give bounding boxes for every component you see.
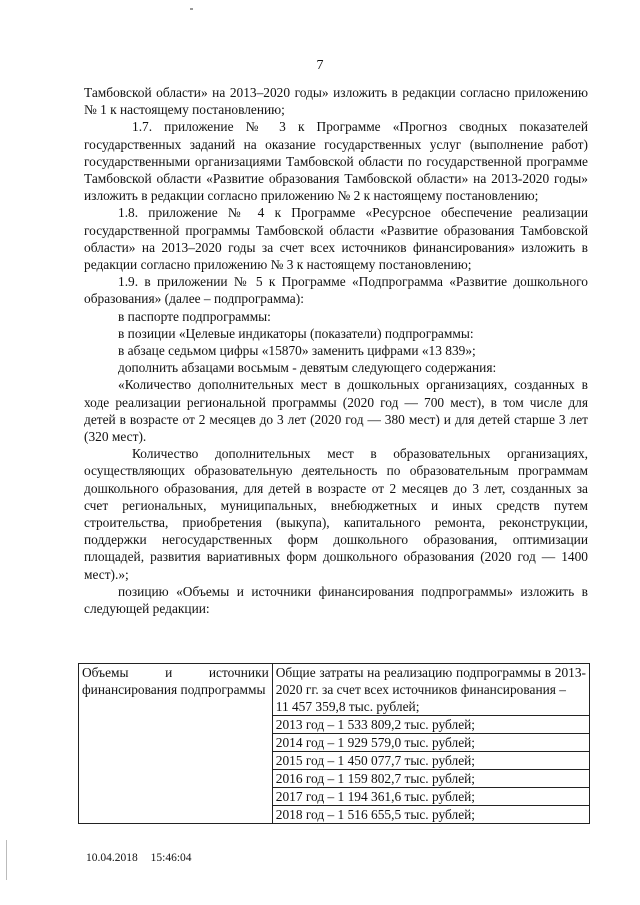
footer-date: 10.04.2018 [86, 852, 138, 864]
funding-year-row: 2013 год – 1 533 809,2 тыс. рублей; [273, 715, 589, 733]
funding-year-row: 2014 год – 1 929 579,0 тыс. рублей; [273, 733, 589, 751]
scan-edge-mark [6, 840, 7, 880]
funding-year-row: 2016 год – 1 159 802,7 тыс. рублей; [273, 769, 589, 787]
footer-timestamp [86, 852, 192, 864]
funding-table [78, 663, 590, 824]
paragraph-continuation: Тамбовской области» на 2013–2020 годы» изложить в редакции согласно приложению № 1 к настоящему постановлению; [84, 85, 588, 118]
paragraph-add-abstracts: дополнить абзацами восьмым - девятым следующего содержания: [118, 360, 497, 376]
scan-mark [190, 8, 193, 10]
paragraph-item-1-7: 1.7. приложение № 3 к Программе «Прогноз сводных показателей государственных заданий на оказание государственных услуг (выполнение работ) государственными организациями Тамбовской области по государственной программе Тамбовской области «Развитие образования Тамбовской области» на 2013-2020 годы» изложить в редакции согласно приложению № 2 к настоящему постановлению; [84, 119, 588, 204]
paragraph-position-funding: позицию «Объемы и источники финансирования подпрограммы» изложить в следующей редакции: [84, 583, 588, 617]
document-body [84, 84, 588, 617]
table-row [79, 664, 590, 824]
paragraph-additional-places: Количество дополнительных мест в образовательных организациях, осуществляющих образовательную деятельность по образовательным программам дошкольного образования, для детей в возрасте от 2 месяцев до 3 лет, созданных за счет региональных, муниципальных, внебюджетных и иных средств путем строительства, приобретения (выкупа), капитального ремонта, реконструкции, поддержки негосударственных форм дошкольного образования, оптимизации площадей, развития вариативных форм дошкольного образования (2020 год — 1400 мест).»; [84, 446, 588, 582]
paragraph-indicators: в позиции «Целевые индикаторы (показатели) подпрограммы: [118, 325, 474, 341]
paragraph-item-1-9: 1.9. в приложении № 5 к Программе «Подпрограмма «Развитие дошкольного образования» (далее – подпрограмма): [84, 274, 588, 307]
table-cell-values [272, 664, 589, 824]
funding-year-row: 2015 год – 1 450 077,7 тыс. рублей; [273, 751, 589, 769]
funding-year-row: 2017 год – 1 194 361,6 тыс. рублей; [273, 787, 589, 805]
table-cell-label [79, 664, 273, 824]
paragraph-replace-figures: в абзаце седьмом цифры «15870» заменить цифрами «13 839»; [118, 343, 476, 359]
funding-intro: Общие затраты на реализацию подпрограммы в 2013-2020 гг. за счет всех источников финансирования – [275, 665, 586, 697]
page-number: 7 [316, 58, 324, 73]
funding-label: Объемы и источники финансирования подпрограммы [82, 665, 269, 697]
footer-time: 15:46:04 [150, 852, 192, 864]
funding-total: 11 457 359,8 тыс. рублей; [275, 699, 420, 714]
paragraph-quote-places: «Количество дополнительных мест в дошкольных организациях, созданных в ходе реализации региональной программы (2020 год — 700 мест), в том числе для детей в возрасте от 2 месяцев до 3 лет (2020 год — 380 мест) и для детей старше 3 лет (320 мест). [84, 377, 588, 445]
paragraph-passport: в паспорте подпрограммы: [118, 308, 271, 324]
paragraph-item-1-8: 1.8. приложение № 4 к Программе «Ресурсное обеспечение реализации государственной программы Тамбовской области «Развитие образования Тамбовской области» на 2013–2020 годы за счет всех источников финансирования» изложить в редакции согласно приложению № 3 к настоящему постановлению; [84, 205, 588, 273]
funding-year-row: 2018 год – 1 516 655,5 тыс. рублей; [273, 805, 589, 823]
